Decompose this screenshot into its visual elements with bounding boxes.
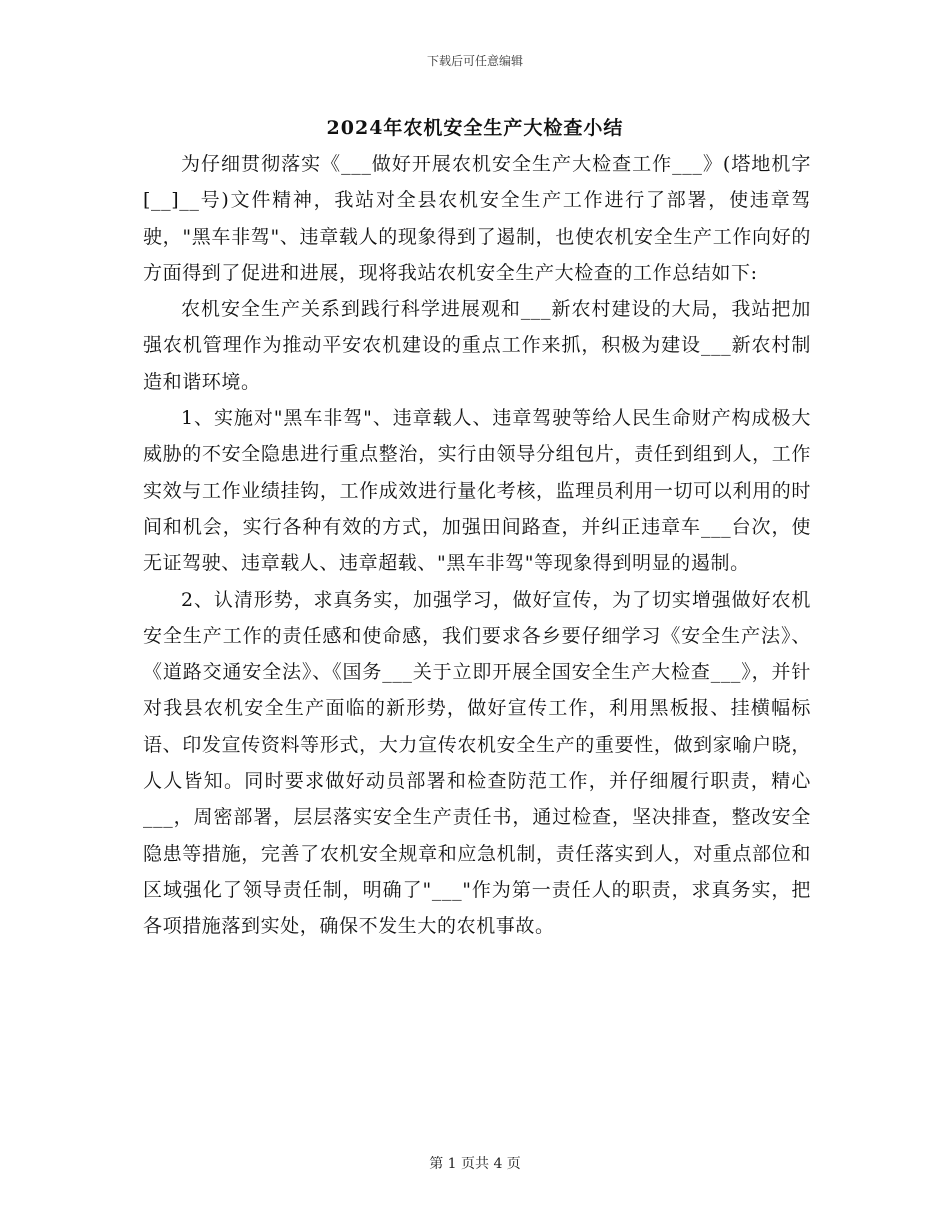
document-title: 2024年农机安全生产大检查小结: [326, 117, 624, 139]
paragraph-overview: 农机安全生产关系到践行科学进展观和___新农村建设的大局，我站把加强农机管理作为推动平安农机建设的重点工作来抓，积极为建设___新农村制造和谐环境。: [143, 298, 811, 393]
page-number: 第 1 页共 4 页: [429, 1156, 521, 1172]
document-body: [143, 146, 811, 945]
paragraph-intro: 为仔细贯彻落实《___做好开展农机安全生产大检查工作___》(塔地机字[__]__号)文件精神，我站对全县农机安全生产工作进行了部署，使违章驾驶，"黑车非驾"、违章载人的现象得到了遏制，也使农机安全生产工作向好的方面得到了促进和进展，现将我站农机安全生产大检查的工作总结如下:: [143, 153, 811, 284]
paragraph-item-2: 2、认清形势，求真务实，加强学习，做好宣传，为了切实增强做好农机安全生产工作的责任感和使命感，我们要求各乡要仔细学习《安全生产法》、《道路交通安全法》、《国务___关于立即开展全国安全生产大检查___》，并针对我县农机安全生产面临的新形势，做好宣传工作，利用黑板报、挂横幅标语、印发宣传资料等形式，大力宣传农机安全生产的重要性，做到家喻户晓，人人皆知。同时要求做好动员部署和检查防范工作，并仔细履行职责，精心___，周密部署，层层落实安全生产责任书，通过检查，坚决排查，整改安全隐患等措施，完善了农机安全规章和应急机制，责任落实到人，对重点部位和区域强化了领导责任制，明确了"___"作为第一责任人的职责，求真务实，把各项措施落到实处，确保不发生大的农机事故。: [143, 588, 811, 938]
page-header-note: 下载后可任意编辑: [426, 54, 523, 68]
paragraph-item-1: 1、实施对"黑车非驾"、违章载人、违章驾驶等给人民生命财产构成极大威胁的不安全隐患进行重点整治，实行由领导分组包片，责任到组到人，工作实效与工作业绩挂钩，工作成效进行量化考核，监理员利用一切可以利用的时间和机会，实行各种有效的方式，加强田间路查，并纠正违章车___台次，使无证驾驶、违章载人、违章超载、"黑车非驾"等现象得到明显的遏制。: [143, 407, 811, 575]
